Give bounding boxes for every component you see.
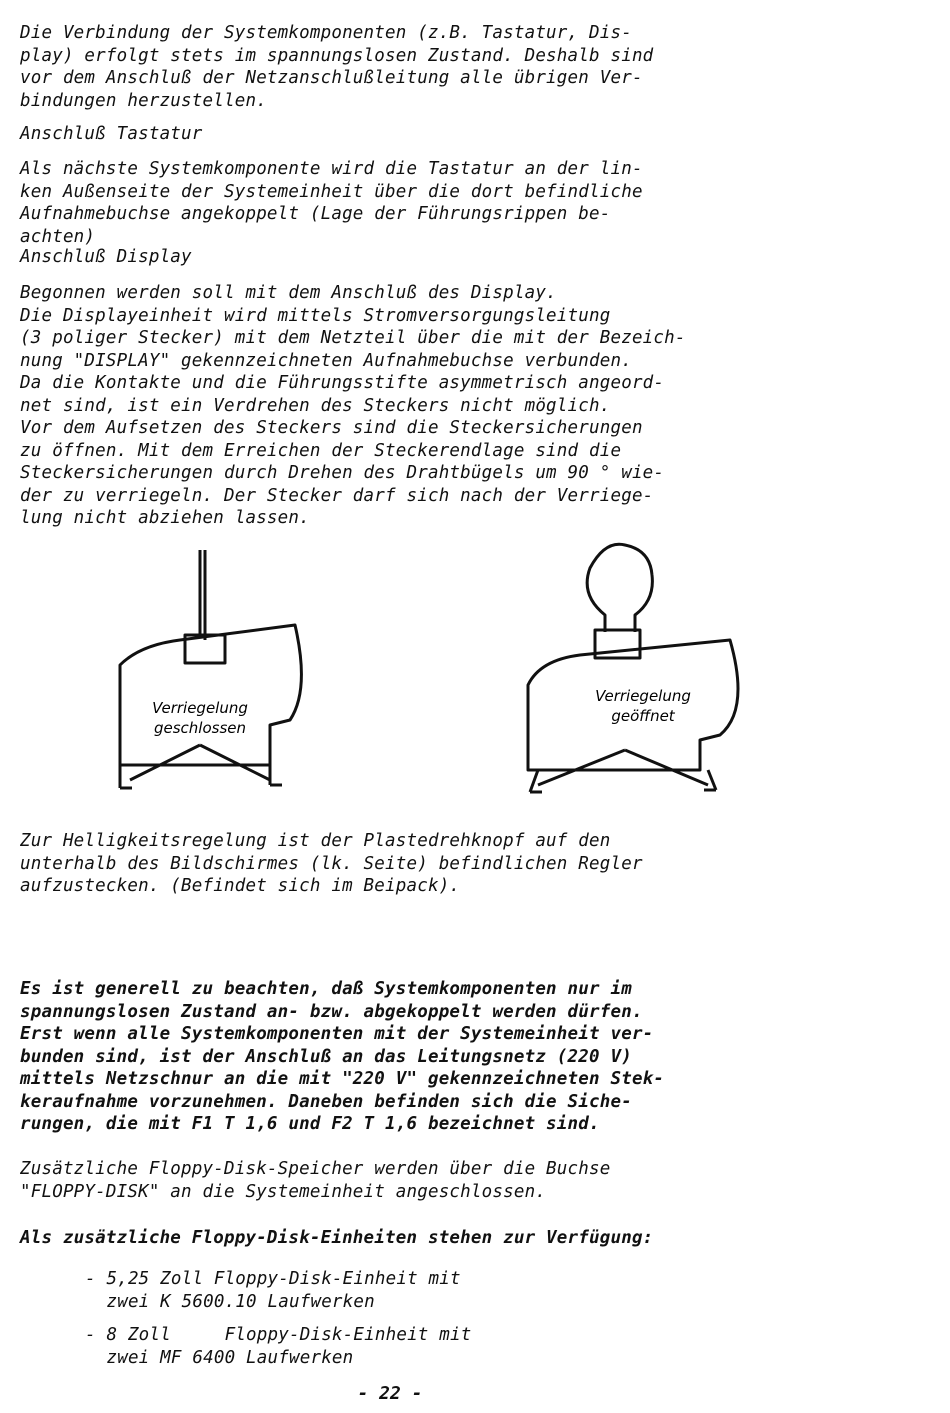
list-item: - 8 Zoll Floppy-Disk-Einheit mit zwei MF 6400 Laufwerken [85, 1325, 472, 1368]
left-caption-line2: geschlossen [153, 719, 247, 737]
list-item: - 5,25 Zoll Floppy-Disk-Einheit mit zwei K 5600.10 Laufwerken [85, 1269, 461, 1312]
helligkeit-paragraph: Zur Helligkeitsregelung ist der Plastedrehknopf auf den unterhalb des Bildschirmes (lk. Seite) befindlichen Regler aufzustecken. (Befindet sich im Beipack). [20, 831, 643, 896]
right-pin-2 [708, 770, 716, 790]
right-pin-1 [530, 770, 538, 792]
generell-paragraph: Es ist generell zu beachten, daß Systemkomponenten nur im spannungslosen Zustand an- bzw. abgekoppelt werden dürfen. Erst wenn alle Systemkomponenten mit der Systemeinheit ver- bunden sind, ist der Anschluß an das Leitungsnetz (220 V) mittels Netzschnur an die mit "220 V" gekennzeichneten Stek- keraufnahme vorzunehmen. Daneben befinden sich die Siche- rungen, die mit F1 T 1,6 und F2 T 1,6 bezeichnet sind. [20, 979, 665, 1134]
page-number: - 22 - [357, 1383, 423, 1404]
right-latch-loop [587, 544, 652, 632]
connector-drawing [60, 540, 760, 810]
intro-paragraph: Die Verbindung der Systemkomponenten (z.B. Tastatur, Dis- play) erfolgt stets im spannungslosen Zustand. Deshalb sind vor dem Anschluß der Netzanschlußleitung alle übrigen Ver- bindungen herzustellen. [20, 23, 654, 111]
heading-anschluss-tastatur: Anschluß Tastatur [20, 124, 203, 144]
right-caption-line1: Verriegelung [595, 687, 691, 705]
connector-illustration [60, 540, 760, 810]
tastatur-paragraph: Als nächste Systemkomponente wird die Tastatur an der lin- ken Außenseite der Systemeinheit über die dort befindliche Aufnahmebuchse angekoppelt (Lage der Führungsrippen be- achten) [20, 159, 643, 247]
display-paragraph: Begonnen werden soll mit dem Anschluß des Display. Die Displayeinheit wird mittels Stromversorgungsleitung (3 poliger Stecker) mit dem Netzteil über die mit der Bezeich- nung "DISPLAY" gekennzeichneten Aufnahmebuchse verbunden. Da die Kontakte und die Führungsstifte asymmetrisch angeord- net sind, ist ein Verdrehen des Steckers nicht möglich. Vor dem Aufsetzen des Steckers sind die Steckersicherungen zu öffnen. Mit dem Erreichen der Steckerendlage sind die Steckersicherungen durch Drehen des Drahtbügels um 90 ° wie- der zu verriegeln. Der Stecker darf sich nach der Verriege- lung nicht abziehen lassen. [20, 283, 686, 528]
heading-anschluss-display: Anschluß Display [20, 247, 192, 267]
right-caption-line2: geöffnet [611, 707, 675, 725]
floppy-paragraph: Zusätzliche Floppy-Disk-Speicher werden über die Buchse "FLOPPY-DISK" an die Systemeinheit angeschlossen. [20, 1159, 611, 1202]
left-caption-line1: Verriegelung [152, 699, 248, 717]
floppy-list-intro: Als zusätzliche Floppy-Disk-Einheiten stehen zur Verfügung: [20, 1228, 654, 1248]
left-connector-body [120, 625, 301, 765]
